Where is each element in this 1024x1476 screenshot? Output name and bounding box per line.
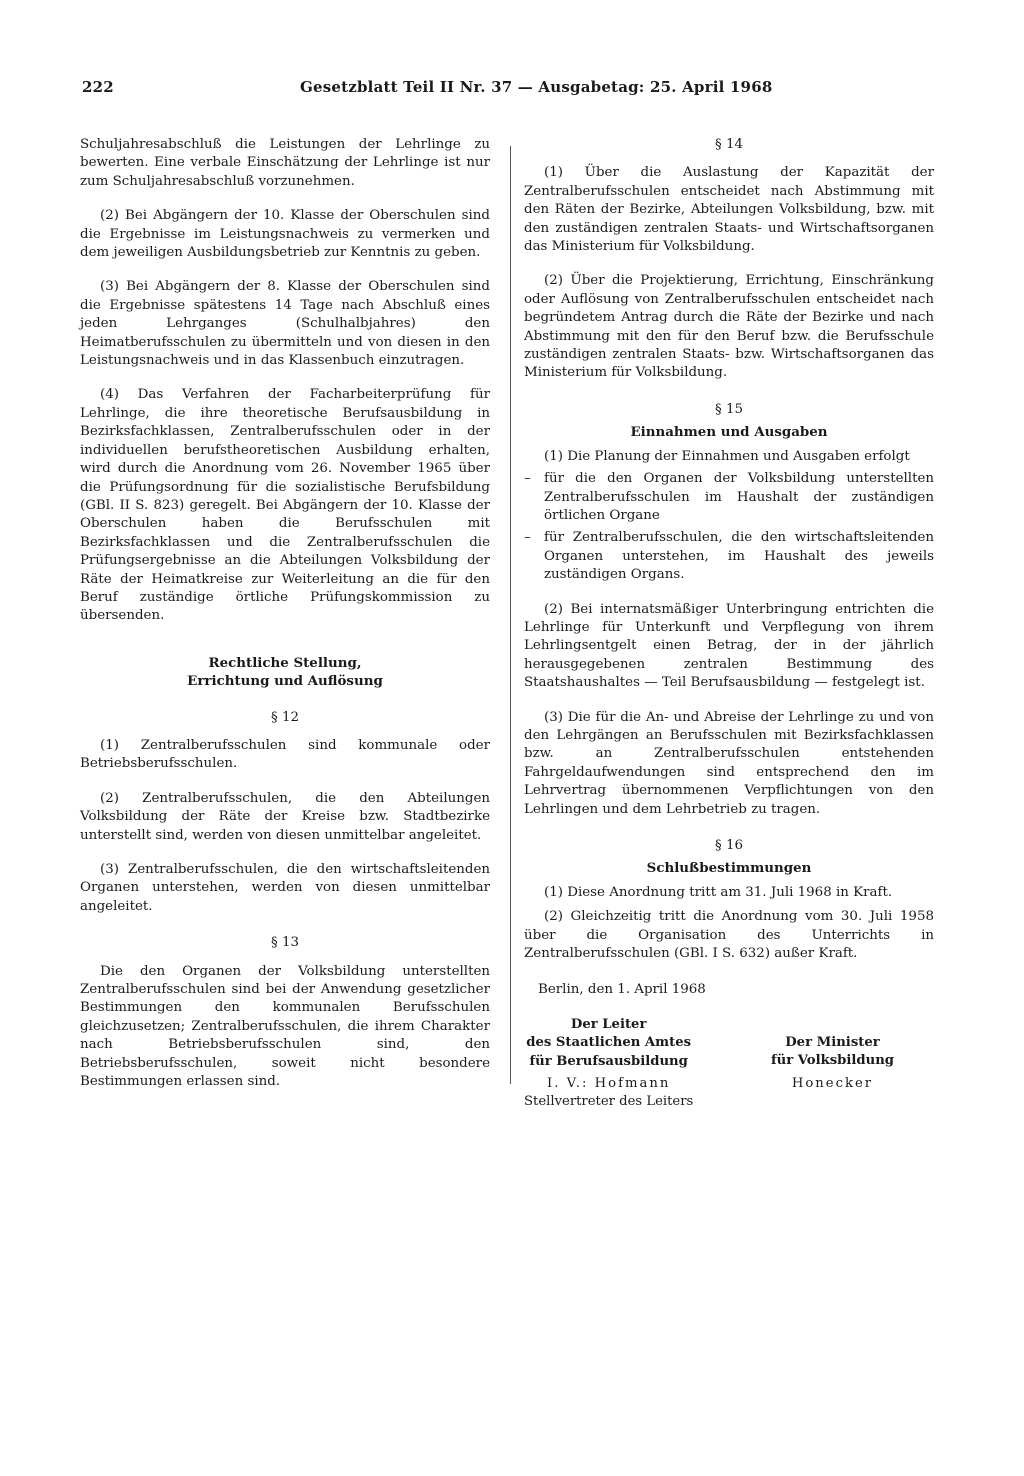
section-number: § 13 (271, 935, 299, 951)
section-heading: Errichtung und Auflösung (187, 673, 383, 690)
paragraph: (1) Die Planung der Einnahmen und Ausgaben erfolgt (544, 448, 910, 464)
paragraph: (4) Das Verfahren der Facharbeiterprüfung für Lehrlinge, die ihre theoretische Berufsausbildung in Bezirksfachklassen, Zentralberufsschulen oder in der individuellen berufstheoretischen Ausbildung erhalten, wird durch die Anordnung vom 26. November 1965 über die Prüfungsordnung für die sozialistische Berufsbildung (GBl. II S. 823) geregelt. Bei Abgängern der 10. Klasse der Oberschulen haben die Berufsschulen mit Bezirksfachklassen und die Zentralberufsschulen die Prüfungsergebnisse an die Abteilungen Volksbildung der Räte der Heimatkreise zur Weiterleitung an die für den Beruf zuständige örtliche Prüfungskommission zu übersenden. (80, 387, 490, 624)
section-number: § 12 (271, 709, 299, 725)
paragraph: (3) Zentralberufsschulen, die den wirtschaftsleitenden Organen unterstehen, werden von diesen unmittelbar angeleitet. (80, 862, 490, 914)
column-divider (510, 146, 511, 1084)
paragraph: (2) Bei Abgängern der 10. Klasse der Oberschulen sind die Ergebnisse im Leistungsnachweis zu vermerken und dem jeweiligen Ausbildungsbetrieb zur Kenntnis zu geben. (80, 208, 490, 261)
signatory-name: I. V.: Hofmann (547, 1076, 671, 1092)
page-number: 222 (82, 78, 114, 96)
left-column (80, 136, 490, 1107)
paragraph: (2) Gleichzeitig tritt die Anordnung vom 30. Juli 1958 über die Organisation des Unterrichts in Zentralberufsschulen (GBl. I S. 632) außer Kraft. (524, 909, 934, 962)
section-number: § 15 (715, 401, 743, 417)
signatory-role: Der Leiter (570, 1016, 647, 1032)
list-item-text: für die den Organen der Volksbildung unterstellten Zentralberufsschulen im Haushalt der zuständigen örtlichen Organe (544, 471, 934, 523)
section-number: § 16 (715, 838, 743, 853)
signature-right (771, 1034, 894, 1112)
paragraph: (1) Zentralberufsschulen sind kommunale oder Betriebsberufsschulen. (80, 737, 490, 772)
paragraph: (1) Über die Auslastung der Kapazität der Zentralberufsschulen entscheidet nach Abstimmung mit den Räten der Bezirke, Abteilungen Volksbildung, bzw. mit den zuständigen zentralen Staats- und Wirtschaftsorganen das Ministerium für Volksbildung. (524, 165, 934, 255)
paragraph: (1) Diese Anordnung tritt am 31. Juli 1968 in Kraft. (544, 884, 893, 900)
list-item (524, 470, 934, 525)
signature-left (524, 1016, 693, 1112)
paragraph: (3) Bei Abgängern der 8. Klasse der Oberschulen sind die Ergebnisse spätestens 14 Tage nach Abschluß eines jeden Lehrganges (Schulhalbjahres) den Heimatberufsschulen zu übermitteln und von diesen in den Leistungsnachweis und in das Klassenbuch einzutragen. (80, 279, 490, 369)
section-number: § 14 (715, 137, 743, 152)
paragraph: (2) Bei internatsmäßiger Unterbringung entrichten die Lehrlinge für Unterkunft und Verpflegung von ihrem Lehrlingsentgelt einen Betrag, der in der jährlich herausgegebenen zentralen Bestimmung des Staatshaushaltes — Teil Berufsausbildung — festgelegt ist. (524, 601, 934, 691)
signatory-role: für Volksbildung (770, 1053, 894, 1069)
dash-marker: – (524, 530, 531, 546)
paragraph: (3) Die für die An- und Abreise der Lehrlinge zu und von den Lehrgängen an Berufsschulen mit Bezirksfachklassen bzw. an Zentralberufsschulen entstehenden Fahrgeldaufwendungen sind entsprechend den im Lehrvertrag übernommenen Verpflichtungen von den Lehrlingen und dem Lehrbetrieb zu tragen. (524, 709, 934, 817)
section-title: Einnahmen und Ausgaben (630, 424, 828, 441)
signatory-role: des Staatlichen Amtes (526, 1035, 692, 1051)
paragraph: (2) Zentralberufsschulen, die den Abteilungen Volksbildung der Räte der Kreise bzw. Stadtbezirke unterstellt sind, werden von diesen unmittelbar angeleitet. (80, 790, 490, 843)
paragraph: (2) Über die Projektierung, Errichtung, Einschränkung oder Auflösung von Zentralberufsschulen entscheidet nach begründetem Antrag durch die Räte der Bezirke und nach Abstimmung mit den für den Beruf bzw. die Berufsschule zuständigen zentralen Staats- bzw. Wirtschaftsorganen das Ministerium für Volksbildung. (524, 273, 934, 381)
list-item-text: für Zentralberufsschulen, die den wirtschaftsleitenden Organen unterstehen, im Haushalt des jeweils zuständigen Organs. (544, 530, 934, 583)
signatory-note: Stellvertreter des Leiters (524, 1094, 694, 1110)
section-title: Schlußbestimmungen (646, 860, 812, 877)
place-date: Berlin, den 1. April 1968 (538, 982, 706, 998)
paragraph: Schuljahresabschluß die Leistungen der Lehrlinge zu bewerten. Eine verbale Einschätzung der Lehrlinge ist nur zum Schuljahresabschluß vorzunehmen. (80, 137, 490, 189)
list-item (524, 529, 934, 584)
signatory-role: Der Minister (785, 1034, 880, 1050)
paragraph: Die den Organen der Volksbildung unterstellten Zentralberufsschulen sind bei der Anwendung gesetzlicher Bestimmungen den kommunalen Berufsschulen gleichzusetzen; Zentralberufsschulen, die ihrem Charakter nach Betriebsberufsschulen sind, den Betriebsberufsschulen, soweit nicht besondere Bestimmungen erlassen sind. (80, 963, 490, 1090)
signatory-role: für Berufsausbildung (529, 1053, 688, 1069)
running-title: Gesetzblatt Teil II Nr. 37 — Ausgabetag: 25. April 1968 (300, 78, 773, 96)
right-column (524, 136, 934, 1112)
dash-marker: – (524, 471, 531, 487)
signatures (524, 1016, 934, 1112)
section-heading: Rechtliche Stellung, (208, 654, 362, 671)
signatory-name: Honecker (791, 1075, 874, 1091)
